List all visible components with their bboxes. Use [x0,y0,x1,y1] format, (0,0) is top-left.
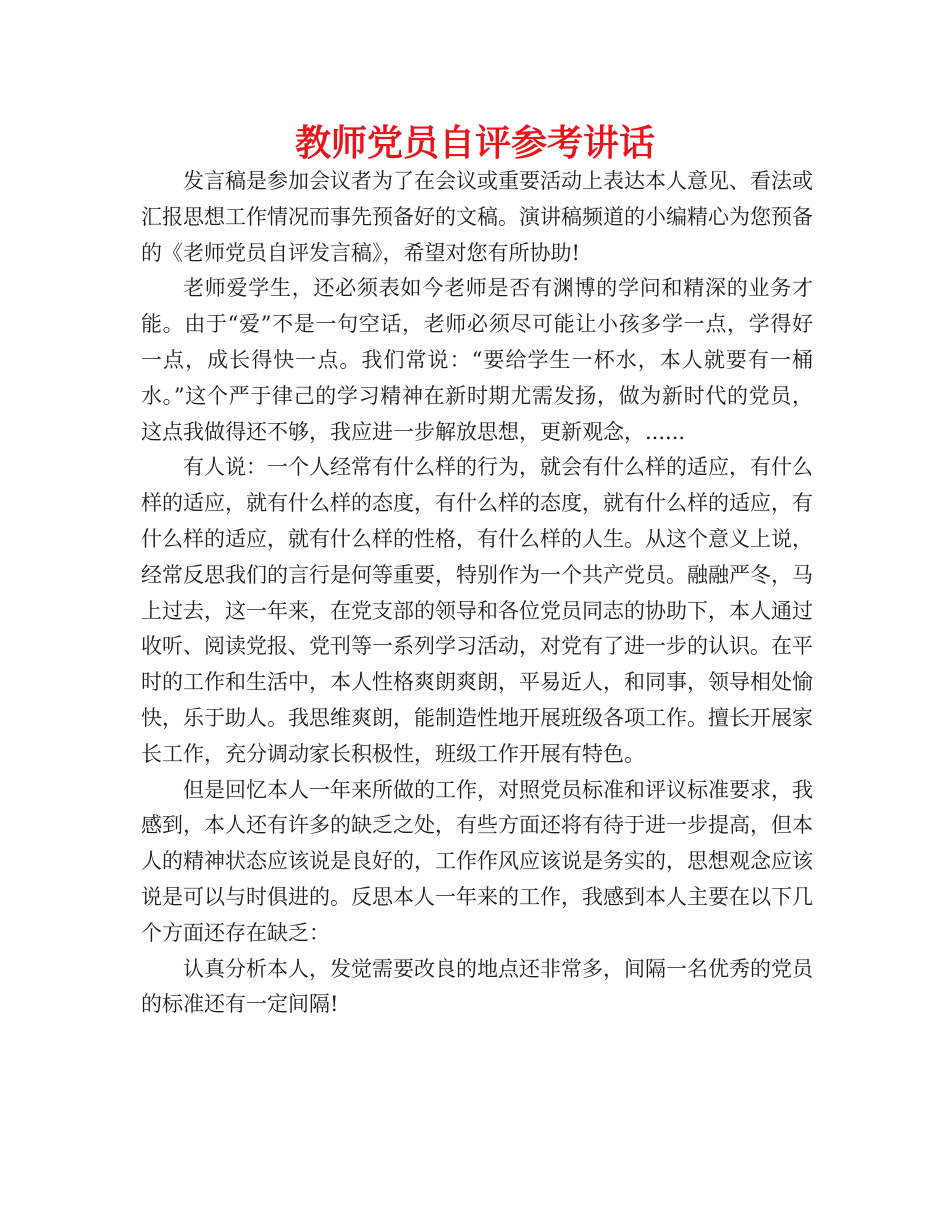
paragraph-reflection: 有人说：一个人经常有什么样的行为，就会有什么样的适应，有什么样的适应，就有什么样的态度，有什么样的态度，就有什么样的适应，有什么样的适应，就有什么样的性格，有什么样的人生。从这个意义上说，经常反思我们的言行是何等重要，特别作为一个共产党员。融融严冬，马上过去，这一年来，在党支部的领导和各位党员同志的协助下，本人通过收听、阅读党报、党刊等一系列学习活动，对党有了进一步的认识。在平时的工作和生活中，本人性格爽朗爽朗，平易近人，和同事，领导相处愉快，乐于助人。我思维爽朗，能制造性地开展班级各项工作。擅长开展家长工作，充分调动家长积极性，班级工作开展有特色。 [141,455,813,766]
paragraph-conclusion: 认真分析本人，发觉需要改良的地点还非常多，间隔一名优秀的党员的标准还有一定间隔! [141,956,813,1017]
paragraph-teacher-love: 老师爱学生，还必须表如今老师是否有渊博的学问和精深的业务才能。由于“爱”不是一句空话，老师必须尽可能让小孩多学一点，学得好一点，成长得快一点。我们常说：“要给学生一杯水，本人就要有一桶水。”这个严于律己的学习精神在新时期尤需发扬，做为新时代的党员，这点我做得还不够，我应进一步解放思想，更新观念，...... [141,276,813,444]
paragraph-shortcomings: 但是回忆本人一年来所做的工作，对照党员标准和评议标准要求，我感到，本人还有许多的缺乏之处，有些方面还将有待于进一步提高，但本人的精神状态应该说是良好的，工作作风应该说是务实的，思想观念应该说是可以与时俱进的。反思本人一年来的工作，我感到本人主要在以下几个方面还存在缺乏： [141,777,813,945]
document-body [141,164,813,1023]
paragraph-intro: 发言稿是参加会议者为了在会议或重要活动上表达本人意见、看法或汇报思想工作情况而事先预备好的文稿。演讲稿频道的小编精心为您预备的《老师党员自评发言稿》，希望对您有所协助! [141,169,813,265]
document-title: 教师党员自评参考讲话 [294,123,655,164]
